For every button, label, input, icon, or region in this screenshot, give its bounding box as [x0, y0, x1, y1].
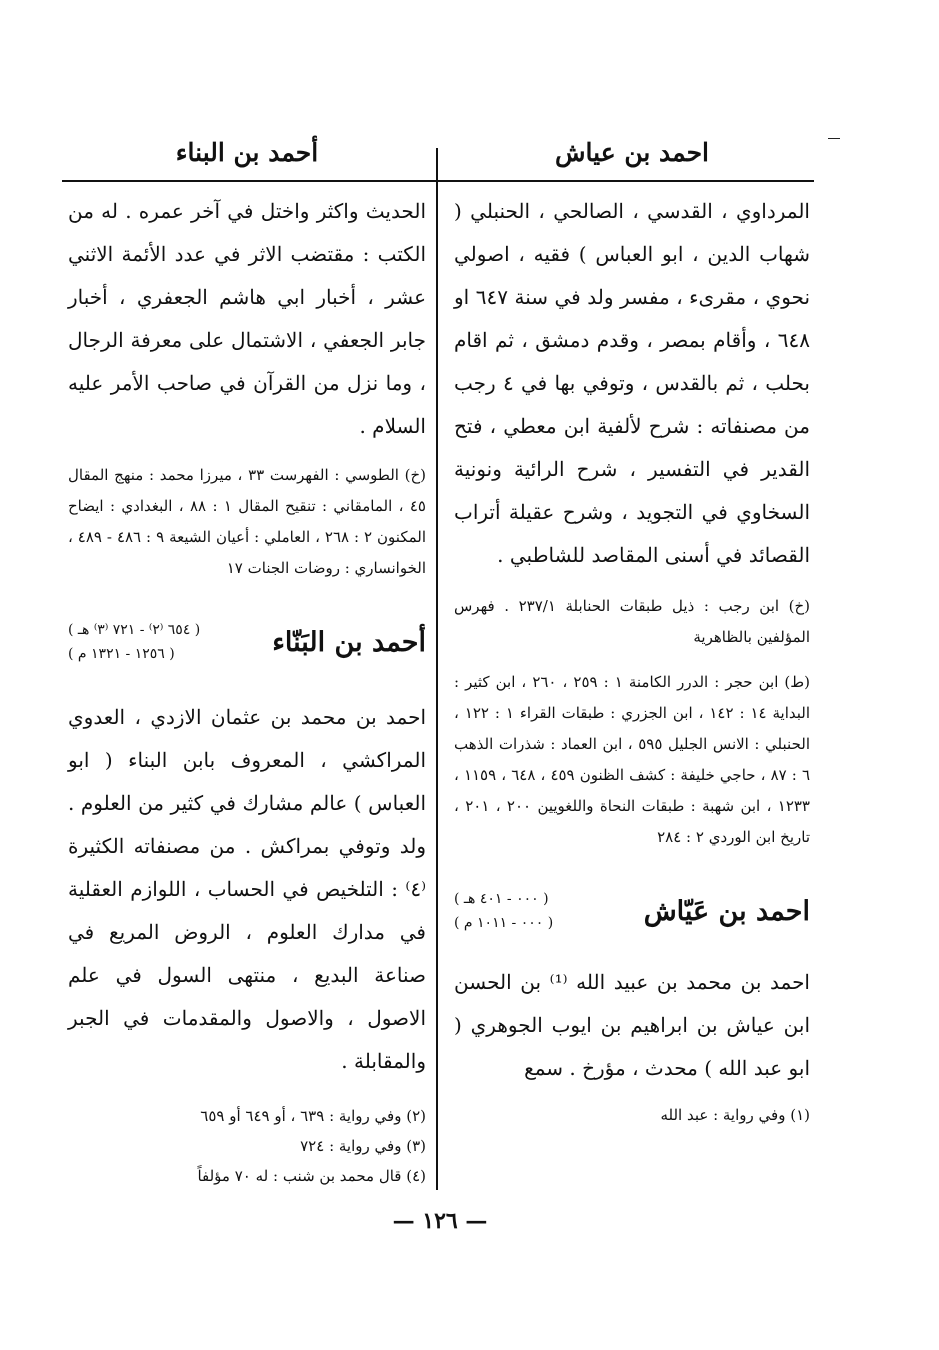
left-continuation-text: الحديث واكثر واختل في آخر عمره . له من الكتب : مقتضب الاثر في عدد الأئمة الاثني عشر ، أخبار ابي هاشم الجعفري ، أخبار جابر الجعفي ، الاشتمال على معرفة الرجال ، وما نزل من القرآن في صاحب الأمر عليه السلام . [68, 199, 426, 438]
column-divider [436, 148, 438, 1190]
right-entry-text: احمد بن محمد بن عبيد الله ⁽¹⁾ بن الحسن ابن عياش بن ابراهيم بن ايوب الجوهري ( ابو عبد الله ) محدث ، مؤرخ . سمع [454, 970, 810, 1080]
right-source-t: (ط) ابن حجر : الدرر الكامنة ١ : ٢٥٩ ، ٢٦٠ ، ابن كثير : البداية ١٤ : ١٤٢ ، ابن الجزري : طبقات القراء ١ : ١٢٢ ، الحنبلي : الانس الجليل ٥٩٥ ، ابن العماد : شذرات الذهب ٦ : ٨٧ ، حاجي خليفة : كشف الظنون ٤٥٩ ، ٦٤٨ ، ١١٥٩ ، ١٢٣٣ ، ابن شهبة : طبقات النحاة واللغويين ٢٠٠ ، ٢٠١ ، تاريخ ابن الوردي ٢ : ٢٨٤ [454, 673, 811, 846]
running-head-right: احمد بن عياش [555, 138, 709, 167]
right-footnote: (١) وفي رواية : عبد الله [660, 1106, 810, 1124]
left-entry-heading [68, 618, 426, 666]
left-footnote-2: (٢) وفي رواية : ٦٣٩ ، أو ٦٤٩ أو ٦٥٩ [200, 1107, 426, 1125]
left-footnote-3: (٣) وفي رواية : ٧٢٤ [300, 1137, 426, 1155]
running-head-left: أحمد بن البناء [175, 138, 319, 167]
left-entry-name: أحمد بن البَنّاء [272, 626, 426, 658]
left-footnote-4: (٤) قال محمد بن شنب : له ٧٠ مؤلفاً [197, 1167, 426, 1185]
left-entry-dates-hijri: ( ٦٥٤ ⁽٢⁾ - ٧٢١ ⁽٣⁾ هـ ) [68, 622, 201, 638]
right-entry-dates-hijri: ( ٠٠٠ - ٤٠١ هـ ) [454, 891, 549, 907]
right-entry-dates [454, 887, 553, 935]
right-continuation-text: المرداوي ، القدسي ، الصالحي ، الحنبلي ( شهاب الدين ، ابو العباس ) فقيه ، اصولي نحوي ، مقرىء ، مفسر ولد في سنة ٦٤٧ او ٦٤٨ ، وأقام بمصر ، وقدم دمشق ، ثم اقام بحلب ، ثم بالقدس ، وتوفي بها في ٤ رجب من مصنفاته : شرح لألفية ابن معطي ، فتح القدير في التفسير ، شرح الرائية ونونية السخاوي في التجويد ، وشرح عقيلة أتراب القصائد في أسنى المقاصد للشاطبي . [454, 199, 811, 567]
left-column [68, 190, 426, 1191]
left-entry-text: احمد بن محمد بن عثمان الازدي ، العدوي المراكشي ، المعروف بابن البناء ( ابو العباس ) عالم مشارك في كثير من العلوم . ولد وتوفي بمراكش . من مصنفاته الكثيرة ⁽٤⁾ : التلخيص في الحساب ، اللوازم العقلية في مدارك العلوم ، الروض المريع في صناعة البديع ، منتهى السول في علم الاصول ، والاصول والمقدمات في الجبر والمقابلة . [68, 705, 426, 1073]
right-column [454, 190, 810, 1130]
right-entry-name: احمد بن عَيّاش [643, 895, 810, 927]
left-source-kh: (خ) الطوسي : الفهرست ٣٣ ، ميرزا محمد : منهج المقال ٤٥ ، المامقاني : تنقيح المقال ١ : ٨٨ ، البغدادي : ايضاح المكنون ٢ : ٢٦٨ ، العاملي : أعيان الشيعة ٩ : ٤٨٦ - ٤٨٩ ، الخوانساري : روضات الجنات ١٧ [68, 466, 427, 577]
left-entry-dates-ad: ( ١٢٥٦ - ١٣٢١ م ) [68, 646, 175, 662]
left-entry-dates [68, 618, 200, 666]
page-number: — ١٢٦ — [392, 1208, 488, 1234]
left-footnotes [68, 1101, 426, 1191]
header-rule [62, 180, 814, 182]
right-entry-dates-ad: ( ٠٠٠ - ١٠١١ م ) [454, 915, 554, 931]
margin-mark [828, 138, 840, 139]
right-entry-heading [454, 887, 810, 935]
right-source-kh: (خ) ابن رجب : ذيل طبقات الحنابلة ٢٣٧/١ . فهرس المؤلفين بالظاهرية [454, 597, 810, 646]
